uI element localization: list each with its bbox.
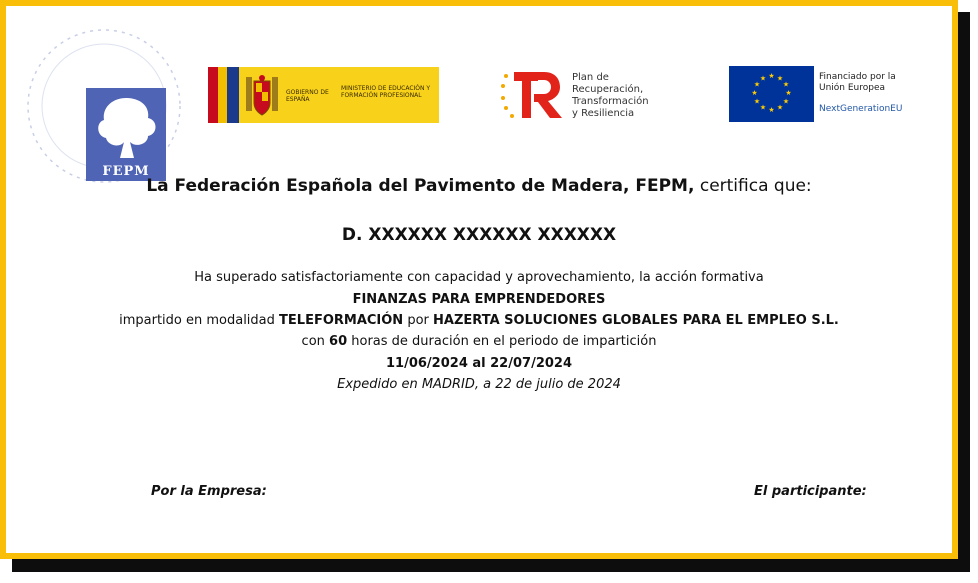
- tr-monogram-icon: [500, 68, 566, 124]
- issuer-suffix: certifica que:: [694, 176, 812, 196]
- svg-text:★: ★: [782, 80, 790, 89]
- flag-yellow-stripe: [218, 67, 227, 123]
- course-title: FINANZAS PARA EMPRENDEDORES: [352, 292, 606, 307]
- plan-recuperacion-logo: [500, 68, 700, 124]
- recipient-name: D. XXXXXX XXXXXX XXXXXX: [341, 225, 617, 245]
- tree-icon: [90, 92, 162, 160]
- svg-text:★: ★: [782, 97, 790, 106]
- issuer-line: [0, 176, 958, 196]
- issuer-name: La Federación Española del Pavimento de Madera, FEPM,: [146, 176, 695, 196]
- eu-funding-logo: [729, 66, 929, 124]
- company-signature-label: Por la Empresa:: [151, 484, 267, 499]
- next-generation-eu-text: NextGenerationEU: [819, 104, 903, 114]
- issue-date: Expedido en MADRID, a 22 de julio de 2024: [337, 377, 621, 392]
- training-period: 11/06/2024 al 22/07/2024: [386, 356, 572, 371]
- svg-text:★: ★: [759, 74, 767, 83]
- svg-text:★: ★: [768, 72, 775, 80]
- svg-text:★: ★: [753, 97, 761, 106]
- svg-text:★: ★: [776, 103, 784, 112]
- seal-label: FEPM: [102, 164, 150, 179]
- hours-line: con 60 horas de duración en el periodo de impartición: [301, 334, 657, 349]
- eu-funded-text: Financiado por la Unión Europea: [819, 72, 896, 93]
- training-mode: TELEFORMACIÓN: [279, 313, 404, 328]
- eu-flag: [729, 66, 814, 122]
- flag-red-stripe: [208, 67, 218, 123]
- flag-blue-stripe: [227, 67, 239, 123]
- hours-value: 60: [329, 334, 348, 349]
- eu-stars-icon: [729, 66, 814, 122]
- plan-text: Plan de Recuperación, Transformación y Resiliencia: [572, 72, 649, 119]
- mode-line: impartido en modalidad TELEFORMACIÓN por HAZERTA SOLUCIONES GLOBALES PARA EL EMPLEO S.L.: [119, 313, 839, 328]
- gobierno-espana-logo: [208, 67, 439, 123]
- participant-signature-label: El participante:: [754, 484, 867, 499]
- svg-text:★: ★: [768, 106, 775, 114]
- svg-text:★: ★: [753, 80, 761, 89]
- gobierno-text: GOBIERNO DE ESPAÑA: [286, 89, 329, 103]
- svg-text:★: ★: [751, 89, 758, 97]
- ministerio-text: MINISTERIO DE EDUCACIÓN Y FORMACIÓN PROFESIONAL: [341, 85, 431, 99]
- coat-of-arms-icon: [242, 73, 282, 117]
- statement-line: Ha superado satisfactoriamente con capacidad y aprovechamiento, la acción formativa: [194, 270, 764, 285]
- fepm-seal: [24, 26, 184, 186]
- svg-text:★: ★: [759, 103, 767, 112]
- svg-text:★: ★: [776, 74, 784, 83]
- training-provider: HAZERTA SOLUCIONES GLOBALES PARA EL EMPLEO S.L.: [433, 313, 839, 328]
- svg-text:★: ★: [785, 89, 792, 97]
